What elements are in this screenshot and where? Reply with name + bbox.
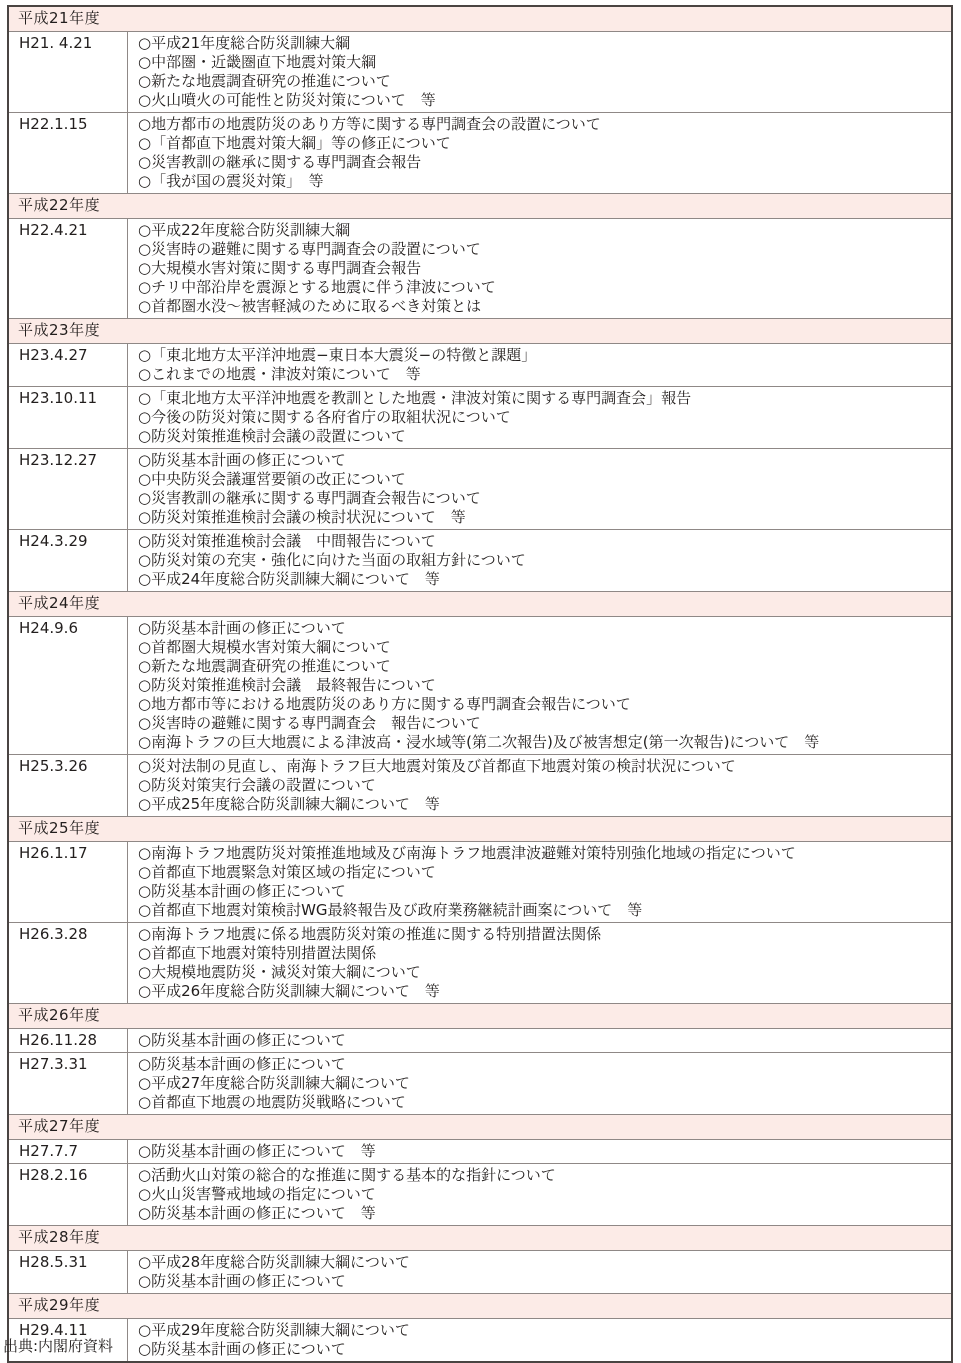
agenda-items <box>128 219 951 318</box>
meeting-row <box>9 1318 951 1361</box>
agenda-item: ○首都圏水没〜被害軽減のために取るべき対策とは <box>138 297 482 315</box>
agenda-item: ○防災基本計画の修正について <box>138 1055 346 1073</box>
agenda-item: ○首都圏大規模水害対策大綱について <box>138 638 391 656</box>
agenda-item: ○防災対策推進検討会議 中間報告について <box>138 532 436 550</box>
agenda-item: ○南海トラフ地震防災対策推進地域及び南海トラフ地震津波避難対策特別強化地域の指定について <box>138 844 796 862</box>
agenda-items <box>128 449 951 529</box>
agenda-item: ○平成25年度総合防災訓練大綱について 等 <box>138 795 440 813</box>
agenda-item: ○活動火山対策の総合的な推進に関する基本的な指針について <box>138 1166 556 1184</box>
meeting-date: H26.3.28 <box>9 923 128 1003</box>
agenda-item: ○防災基本計画の修正について 等 <box>138 1204 376 1222</box>
agenda-items <box>128 1053 951 1114</box>
agenda-item: ○「首都直下地震対策大綱」等の修正について <box>138 134 451 152</box>
agenda-items <box>128 1251 951 1293</box>
agenda-item: ○災害教訓の継承に関する専門調査会報告について <box>138 489 481 507</box>
agenda-item: ○今後の防災対策に関する各府省庁の取組状況について <box>138 408 511 426</box>
agenda-items <box>128 923 951 1003</box>
fiscal-year-header: 平成23年度 <box>9 318 951 343</box>
meeting-date: H28.5.31 <box>9 1251 128 1293</box>
agenda-items <box>128 1164 951 1225</box>
agenda-item: ○首都直下地震対策特別措置法関係 <box>138 944 377 962</box>
meeting-row <box>9 112 951 193</box>
meeting-date: H21. 4.21 <box>9 32 128 112</box>
meeting-row <box>9 1028 951 1052</box>
agenda-item: ○災害時の避難に関する専門調査会の設置について <box>138 240 481 258</box>
agenda-item: ○南海トラフ地震に係る地震防災対策の推進に関する特別措置法関係 <box>138 925 602 943</box>
fiscal-year-header: 平成29年度 <box>9 1293 951 1318</box>
agenda-item: ○「我が国の震災対策」 等 <box>138 172 324 190</box>
agenda-item: ○火山噴火の可能性と防災対策について 等 <box>138 91 436 109</box>
fiscal-year-header: 平成28年度 <box>9 1225 951 1250</box>
agenda-items <box>128 842 951 922</box>
agenda-item: ○チリ中部沿岸を震源とする地震に伴う津波について <box>138 278 496 296</box>
meeting-row <box>9 31 951 112</box>
agenda-item: ○災対法制の見直し、南海トラフ巨大地震対策及び首都直下地震対策の検討状況について <box>138 757 736 775</box>
agenda-item: ○平成26年度総合防災訓練大綱について 等 <box>138 982 440 1000</box>
agenda-item: ○首都直下地震緊急対策区域の指定について <box>138 863 436 881</box>
fiscal-year-header: 平成26年度 <box>9 1003 951 1028</box>
agenda-item: ○平成28年度総合防災訓練大綱について <box>138 1253 410 1271</box>
meeting-row <box>9 218 951 318</box>
agenda-item: ○中部圏・近畿圏直下地震対策大綱 <box>138 53 377 71</box>
meeting-row <box>9 1250 951 1293</box>
meeting-row <box>9 343 951 386</box>
agenda-item: ○平成21年度総合防災訓練大綱 <box>138 34 351 52</box>
meeting-date: H24.9.6 <box>9 617 128 754</box>
meeting-date: H23.10.11 <box>9 387 128 448</box>
agenda-item: ○地方都市の地震防災のあり方等に関する専門調査会の設置について <box>138 115 601 133</box>
meeting-date: H26.11.28 <box>9 1029 128 1052</box>
meeting-row <box>9 1052 951 1114</box>
agenda-items <box>128 344 951 386</box>
meeting-row <box>9 1139 951 1163</box>
meeting-row <box>9 616 951 754</box>
agenda-item: ○これまでの地震・津波対策について 等 <box>138 365 421 383</box>
meeting-date: H27.3.31 <box>9 1053 128 1114</box>
agenda-item: ○防災基本計画の修正について 等 <box>138 1142 376 1160</box>
agenda-items <box>128 755 951 816</box>
agenda-item: ○南海トラフの巨大地震による津波高・浸水域等(第二次報告)及び被害想定(第一次報告)について 等 <box>138 733 820 751</box>
agenda-item: ○防災基本計画の修正について <box>138 1340 346 1358</box>
agenda-items <box>128 32 951 112</box>
agenda-item: ○平成29年度総合防災訓練大綱について <box>138 1321 410 1339</box>
agenda-item: ○防災基本計画の修正について <box>138 451 346 469</box>
meeting-row <box>9 922 951 1003</box>
fiscal-year-header: 平成27年度 <box>9 1114 951 1139</box>
meeting-row <box>9 754 951 816</box>
agenda-items <box>128 1140 951 1163</box>
meeting-date: H27.7.7 <box>9 1140 128 1163</box>
agenda-items <box>128 387 951 448</box>
agenda-item: ○「東北地方太平洋沖地震−東日本大震災−の特徴と課題」 <box>138 346 537 364</box>
agenda-item: ○「東北地方太平洋沖地震を教訓とした地震・津波対策に関する専門調査会」報告 <box>138 389 692 407</box>
meeting-row <box>9 1163 951 1225</box>
agenda-item: ○平成27年度総合防災訓練大綱について <box>138 1074 410 1092</box>
agenda-item: ○防災対策推進検討会議の検討状況について 等 <box>138 508 466 526</box>
agenda-item: ○火山災害警戒地域の指定について <box>138 1185 376 1203</box>
agenda-item: ○防災基本計画の修正について <box>138 1272 346 1290</box>
fiscal-year-header: 平成25年度 <box>9 816 951 841</box>
agenda-item: ○平成22年度総合防災訓練大綱 <box>138 221 351 239</box>
agenda-items <box>128 1029 951 1052</box>
meeting-date: H25.3.26 <box>9 755 128 816</box>
meeting-history-table <box>7 5 953 1363</box>
meeting-date: H24.3.29 <box>9 530 128 591</box>
meeting-row <box>9 841 951 922</box>
meeting-date: H28.2.16 <box>9 1164 128 1225</box>
meeting-row <box>9 448 951 529</box>
agenda-items <box>128 1319 951 1361</box>
fiscal-year-header: 平成22年度 <box>9 193 951 218</box>
agenda-items <box>128 530 951 591</box>
agenda-item: ○防災対策推進検討会議の設置について <box>138 427 406 445</box>
meeting-date: H22.1.15 <box>9 113 128 193</box>
agenda-item: ○首都直下地震の地震防災戦略について <box>138 1093 406 1111</box>
agenda-item: ○大規模水害対策に関する専門調査会報告 <box>138 259 422 277</box>
agenda-item: ○災害教訓の継承に関する専門調査会報告 <box>138 153 422 171</box>
meeting-date: H23.12.27 <box>9 449 128 529</box>
agenda-item: ○防災対策の充実・強化に向けた当面の取組方針について <box>138 551 526 569</box>
meeting-date: H29.4.11 <box>9 1319 128 1361</box>
agenda-item: ○防災基本計画の修正について <box>138 619 346 637</box>
meeting-row <box>9 386 951 448</box>
meeting-date: H22.4.21 <box>9 219 128 318</box>
agenda-item: ○中央防災会議運営要領の改正について <box>138 470 406 488</box>
agenda-item: ○防災基本計画の修正について <box>138 882 346 900</box>
meeting-row <box>9 529 951 591</box>
agenda-item: ○首都直下地震対策検討WG最終報告及び政府業務継続計画案について 等 <box>138 901 643 919</box>
agenda-item: ○大規模地震防災・減災対策大綱について <box>138 963 421 981</box>
agenda-item: ○地方都市等における地震防災のあり方に関する専門調査会報告について <box>138 695 631 713</box>
agenda-items <box>128 113 951 193</box>
agenda-items <box>128 617 951 754</box>
agenda-item: ○防災基本計画の修正について <box>138 1031 346 1049</box>
agenda-item: ○平成24年度総合防災訓練大綱について 等 <box>138 570 440 588</box>
agenda-item: ○新たな地震調査研究の推進について <box>138 657 391 675</box>
fiscal-year-header: 平成21年度 <box>9 7 951 31</box>
agenda-item: ○防災対策実行会議の設置について <box>138 776 376 794</box>
meeting-date: H26.1.17 <box>9 842 128 922</box>
meeting-date: H23.4.27 <box>9 344 128 386</box>
fiscal-year-header: 平成24年度 <box>9 591 951 616</box>
agenda-item: ○新たな地震調査研究の推進について <box>138 72 391 90</box>
agenda-item: ○防災対策推進検討会議 最終報告について <box>138 676 436 694</box>
source-note: 出典:内閣府資料 <box>3 1337 114 1355</box>
agenda-item: ○災害時の避難に関する専門調査会 報告について <box>138 714 481 732</box>
